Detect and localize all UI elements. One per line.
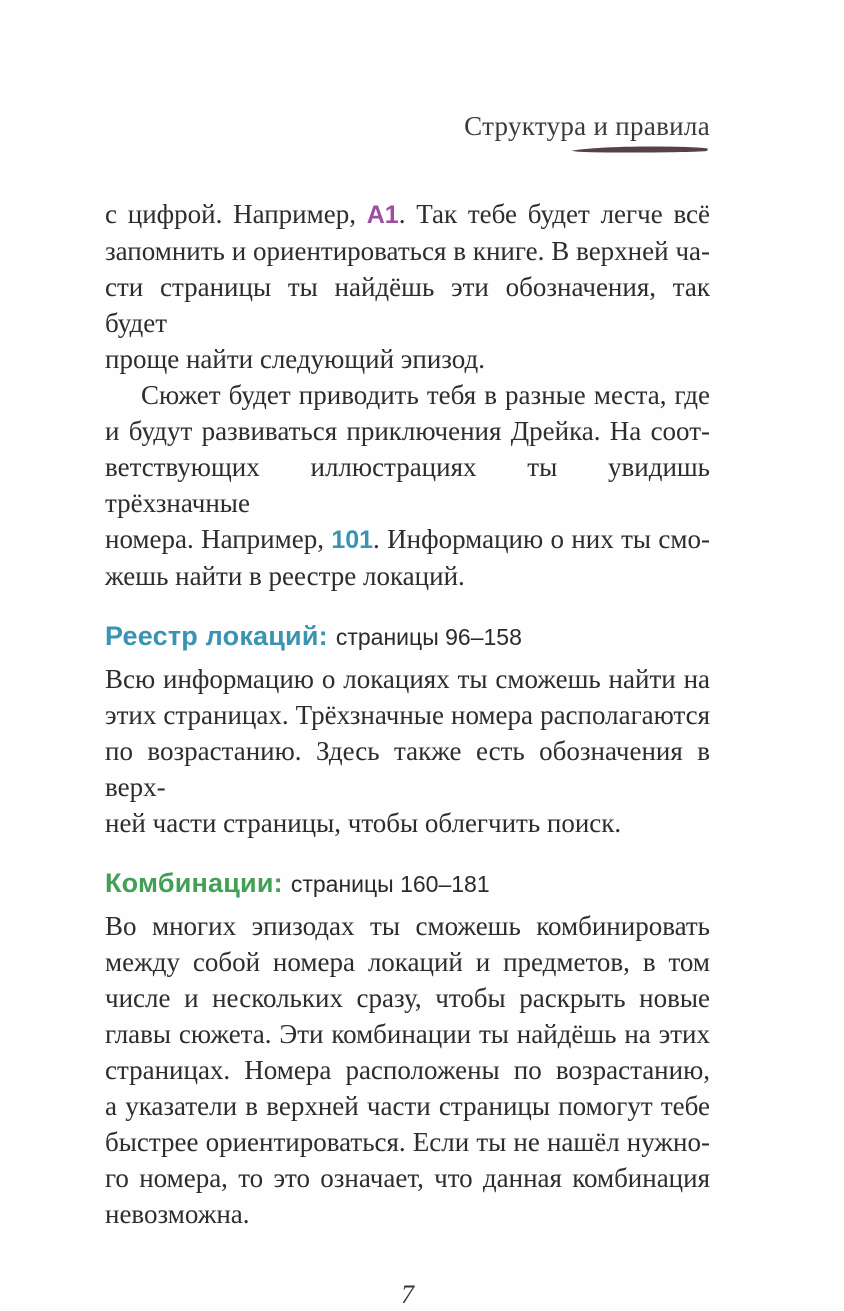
section-pages-combinations: страницы 160–181 <box>290 871 490 897</box>
text-line: го номера, то это означает, что данная комбинация <box>105 1163 710 1193</box>
text-line: Во многих эпизодах ты сможешь комбинировать <box>105 911 710 941</box>
text-segment: . Информацию о них ты смо- <box>373 524 710 554</box>
text-line: Сюжет будет приводить тебя в разные места, где <box>141 380 710 410</box>
text-segment: с цифрой. Например, <box>105 199 367 229</box>
page-number: 7 <box>401 1280 414 1309</box>
section-pages-locations: страницы 96–158 <box>335 624 522 650</box>
paragraph-combinations <box>105 908 710 1232</box>
section-title-locations: Реестр локаций: <box>105 621 328 651</box>
paragraph-intro-1 <box>105 196 710 377</box>
paragraph-intro-2 <box>105 377 710 594</box>
text-line: главы сюжета. Эти комбинации ты найдёшь на этих <box>105 1019 710 1049</box>
text-line: числе и нескольких сразу, чтобы раскрыть новые <box>105 983 710 1013</box>
text-line: ветствующих иллюстрациях ты увидишь трёхзначные <box>105 452 710 518</box>
text-line: между собой номера локаций и предметов, в том <box>105 947 710 977</box>
page-footer <box>105 1280 710 1310</box>
text-line: страницах. Номера расположены по возрастанию, <box>105 1055 710 1085</box>
page-header-title: Структура и правила <box>464 111 710 141</box>
text-line <box>105 521 710 558</box>
text-line: по возрастанию. Здесь также есть обозначения в верх- <box>105 736 710 802</box>
text-line: этих страницах. Трёхзначные номера располагаются <box>105 700 710 730</box>
paragraph-locations <box>105 661 710 841</box>
text-segment: номера. Например, <box>105 524 332 554</box>
text-block <box>105 196 710 1232</box>
location-code-101: 101 <box>331 526 374 554</box>
text-line: и будут развиваться приключения Дрейка. На соот- <box>105 416 710 446</box>
brush-underline-stroke <box>572 147 708 153</box>
episode-code-a1: А1 <box>366 201 399 229</box>
text-line <box>105 196 710 233</box>
brush-underline <box>570 143 710 154</box>
text-line: ней части страницы, чтобы облегчить поиск. <box>105 808 622 838</box>
text-segment: . Так тебе будет легче всё <box>398 199 710 229</box>
text-line: а указатели в верхней части страницы помогут тебе <box>105 1091 710 1121</box>
section-heading-combinations <box>105 866 710 905</box>
text-line: Всю информацию о локациях ты сможешь найти на <box>105 664 710 694</box>
text-line: проще найти следующий эпизод. <box>105 344 485 374</box>
text-line: жешь найти в реестре локаций. <box>105 561 465 591</box>
text-line: запомнить и ориентироваться в книге. В верхней ча- <box>105 236 710 266</box>
section-heading-locations <box>105 619 710 658</box>
section-title-combinations: Комбинации: <box>105 868 283 898</box>
text-line: быстрее ориентироваться. Если ты не нашёл нужно- <box>105 1127 710 1157</box>
text-line: сти страницы ты найдёшь эти обозначения, так будет <box>105 272 710 338</box>
running-header <box>105 0 710 154</box>
text-line: невозможна. <box>105 1199 250 1229</box>
